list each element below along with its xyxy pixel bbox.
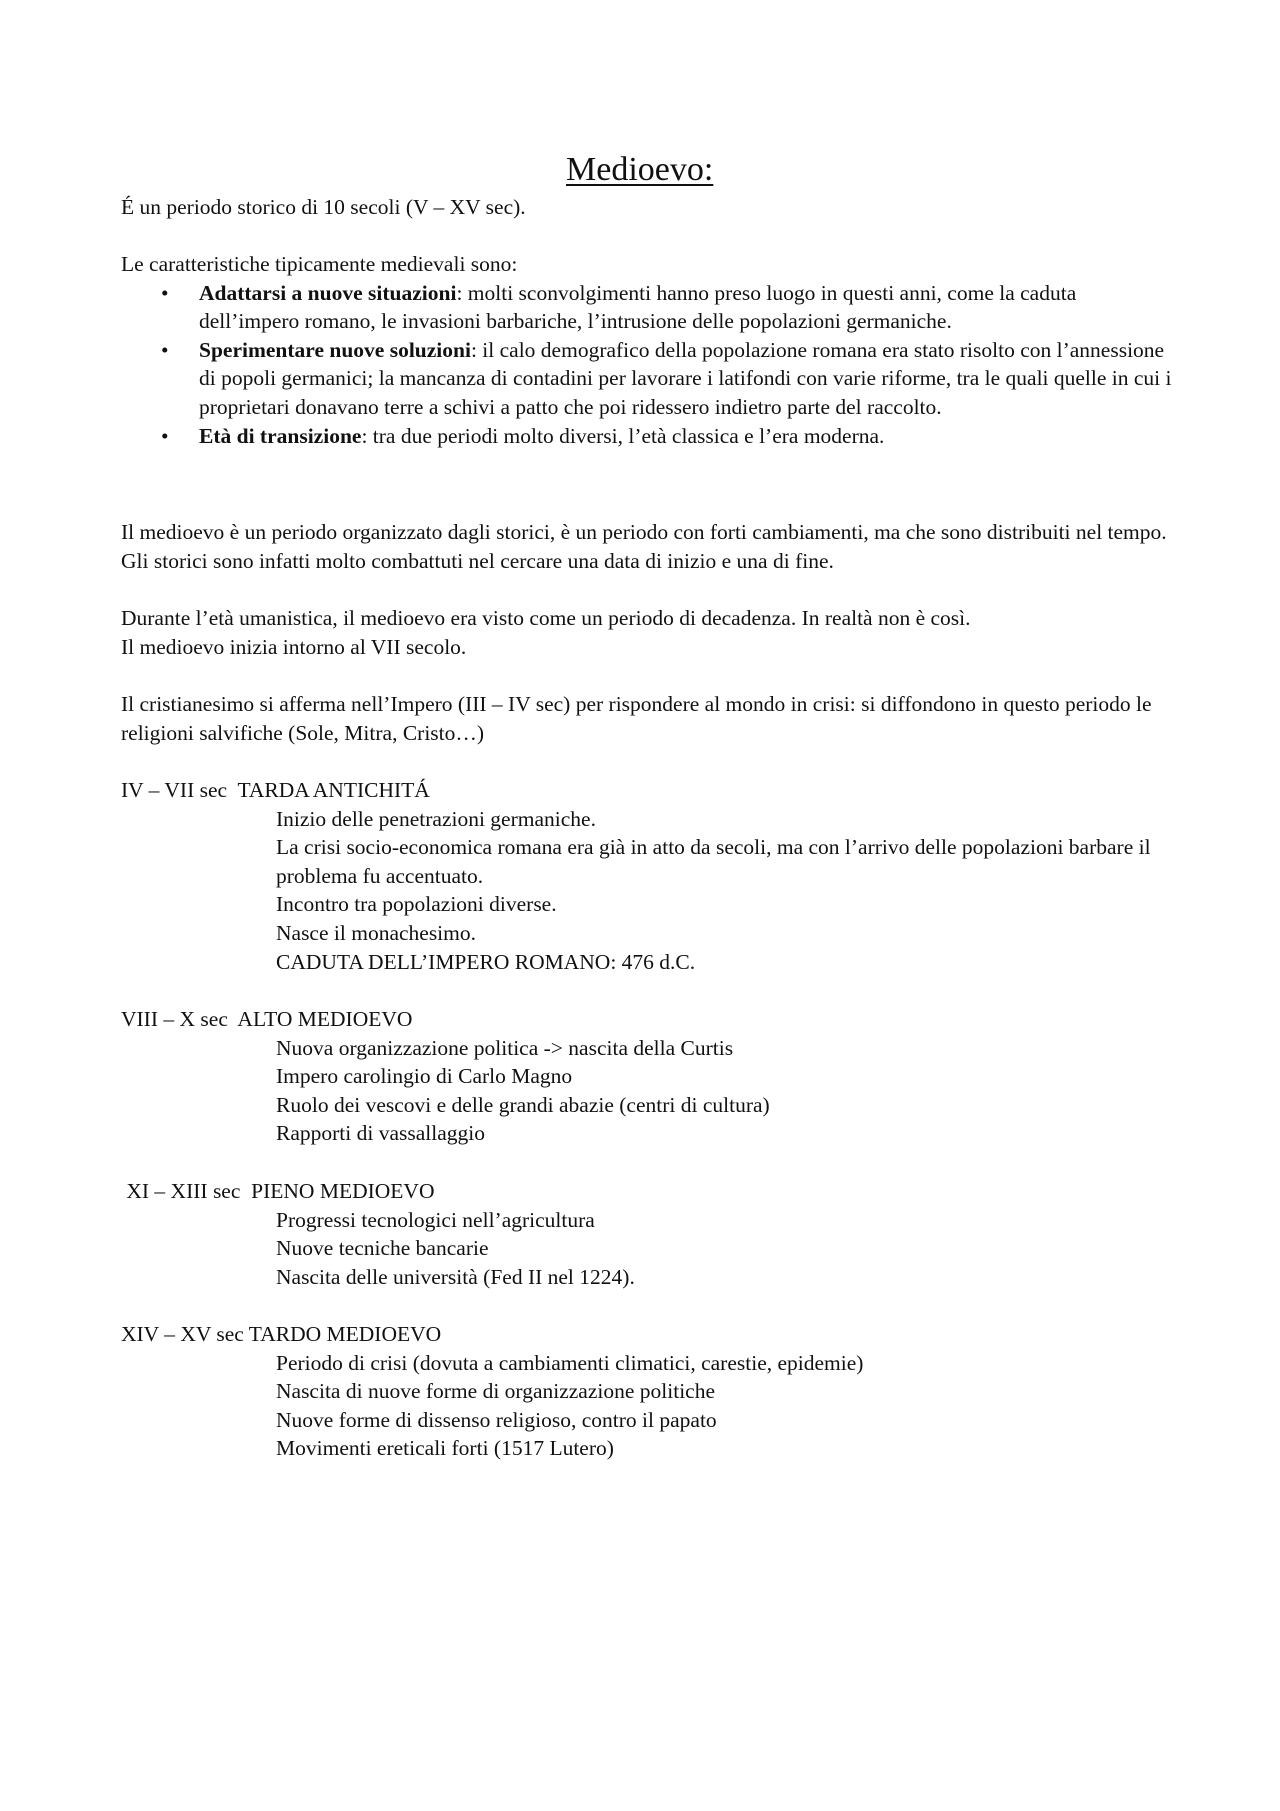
period-list bbox=[121, 1034, 1181, 1148]
period-list bbox=[121, 1206, 1181, 1292]
period-alto-medioevo bbox=[121, 1005, 1181, 1148]
period-tardo-medioevo bbox=[121, 1320, 1181, 1463]
humanism-line: Il medioevo inizia intorno al VII secolo. bbox=[121, 634, 467, 659]
item-lead: Età di transizione bbox=[199, 423, 362, 448]
characteristics-section bbox=[121, 250, 1181, 450]
period-heading: XIV – XV sec TARDO MEDIOEVO bbox=[121, 1322, 442, 1346]
list-item: Nuove tecniche bancarie bbox=[276, 1236, 489, 1261]
list-item: CADUTA DELL’IMPERO ROMANO: 476 d.C. bbox=[276, 949, 696, 974]
period-list bbox=[121, 805, 1181, 977]
list-item: Impero carolingio di Carlo Magno bbox=[276, 1064, 573, 1089]
list-item: Movimenti ereticali forti (1517 Lutero) bbox=[276, 1436, 614, 1461]
paragraph-christianity: Il cristianesimo si afferma nell’Impero (III – IV sec) per rispondere al mondo in crisi: si diffondono in questo periodo le religioni salvifiche (Sole, Mitra, Cristo…) bbox=[121, 692, 1152, 745]
characteristics-list bbox=[121, 279, 1181, 451]
list-item: Progressi tecnologici nell’agricultura bbox=[276, 1207, 595, 1232]
period-list bbox=[121, 1349, 1181, 1463]
period-heading: VIII – X sec ALTO MEDIOEVO bbox=[121, 1007, 413, 1031]
period-tarda-antichita bbox=[121, 776, 1181, 976]
list-item: Inizio delle penetrazioni germaniche. bbox=[276, 806, 596, 831]
list-item bbox=[121, 336, 1181, 422]
paragraph-humanism bbox=[121, 604, 1181, 661]
humanism-line: Durante l’età umanistica, il medioevo era visto come un periodo di decadenza. In realtà non è così. bbox=[121, 606, 971, 630]
list-item: Periodo di crisi (dovuta a cambiamenti climatici, carestie, epidemie) bbox=[276, 1350, 864, 1375]
list-item: Nuove forme di dissenso religioso, contro il papato bbox=[276, 1407, 717, 1432]
list-item: La crisi socio-economica romana era già in atto da secoli, ma con l’arrivo delle popolazioni barbare il problema fu accentuato. bbox=[276, 835, 1151, 888]
period-pieno-medioevo bbox=[121, 1177, 1181, 1291]
item-lead: Adattarsi a nuove situazioni bbox=[199, 280, 457, 305]
characteristics-heading: Le caratteristiche tipicamente medievali sono: bbox=[121, 252, 518, 276]
list-item: Ruolo dei vescovi e delle grandi abazie (centri di cultura) bbox=[276, 1092, 770, 1117]
period-heading: IV – VII sec TARDA ANTICHITÁ bbox=[121, 778, 430, 802]
bullet-icon: • bbox=[161, 423, 169, 448]
list-item: Nasce il monachesimo. bbox=[276, 920, 477, 945]
list-item: Rapporti di vassallaggio bbox=[276, 1121, 485, 1146]
bullet-icon: • bbox=[161, 280, 169, 305]
list-item: Nascita di nuove forme di organizzazione politiche bbox=[276, 1379, 715, 1404]
period-heading: XI – XIII sec PIENO MEDIOEVO bbox=[121, 1179, 435, 1203]
list-item: Nuova organizzazione politica -> nascita della Curtis bbox=[276, 1035, 734, 1060]
page-title: Medioevo: bbox=[566, 151, 714, 188]
item-text: : tra due periodi molto diversi, l’età classica e l’era moderna. bbox=[361, 423, 885, 448]
item-text: : molti sconvolgimenti hanno preso luogo in questi anni, come la caduta dell’impero romano, le invasioni barbariche, l’intrusione delle popolazioni germaniche. bbox=[199, 280, 1077, 334]
list-item: Incontro tra popolazioni diverse. bbox=[276, 892, 557, 917]
intro-line: É un periodo storico di 10 secoli (V – XV sec). bbox=[121, 195, 526, 219]
paragraph-organized: Il medioevo è un periodo organizzato dagli storici, è un periodo con forti cambiamenti, ma che sono distribuiti nel tempo. Gli storici sono infatti molto combattuti nel cercare una data di inizio e una di fine. bbox=[121, 520, 1167, 573]
list-item bbox=[121, 422, 1181, 451]
bullet-icon: • bbox=[161, 337, 169, 362]
list-item bbox=[121, 279, 1181, 336]
item-text: : il calo demografico della popolazione romana era stato risolto con l’annessione di popoli germanici; la mancanza di contadini per lavorare i latifondi con varie riforme, tra le quali quelle in cui i proprietari donavano terre a schivi a patto che poi ridessero indietro parte del raccolto. bbox=[199, 337, 1172, 419]
list-item: Nascita delle università (Fed II nel 1224). bbox=[276, 1264, 635, 1289]
item-lead: Sperimentare nuove soluzioni bbox=[199, 337, 471, 362]
